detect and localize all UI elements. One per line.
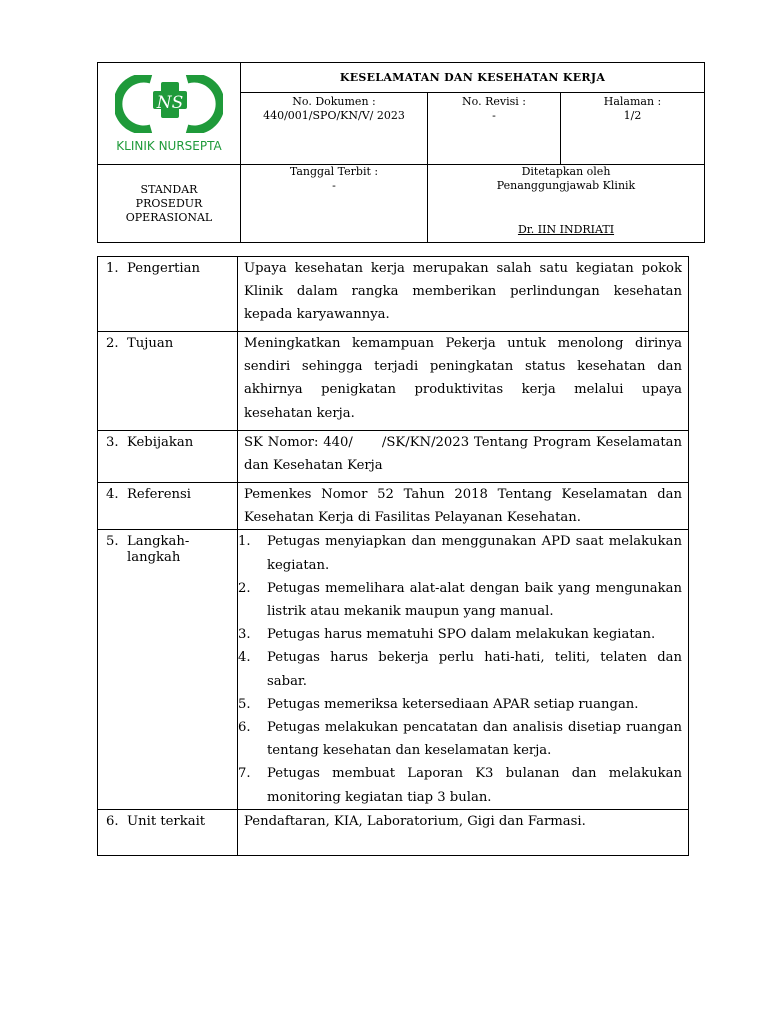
tanggal-terbit-label: Tanggal Terbit :	[289, 165, 379, 178]
document-title: KESELAMATAN DAN KESEHATAN KERJA	[241, 63, 705, 93]
step-item	[238, 716, 682, 762]
row-langkah	[98, 530, 689, 809]
step-number: 5.	[238, 696, 251, 712]
ditetapkan-line1: Ditetapkan oleh	[521, 165, 611, 178]
referensi-key: 4. Referensi	[98, 483, 238, 530]
row-pengertian	[98, 257, 689, 332]
step-text: Petugas memelihara alat-alat dengan baik yang mengunakan listrik atau mekanik maupun yang manual.	[267, 580, 682, 620]
kebijakan-label: Kebijakan	[127, 435, 194, 450]
langkah-key: 5. Langkah- langkah	[98, 530, 238, 809]
step-number: 1.	[238, 534, 251, 550]
pengertian-text: Upaya kesehatan kerja merupakan salah satu kegiatan pokok Klinik dalam rangka memberikan perlindungan kesehatan kepada karyawannya.	[238, 257, 689, 332]
step-item	[238, 646, 682, 692]
tanggal-terbit-value: -	[332, 179, 336, 192]
no-dokumen-cell	[241, 93, 428, 165]
halaman-value: 1/2	[623, 109, 642, 122]
doc-type-line1: STANDAR	[140, 182, 198, 196]
kebijakan-key: 3. Kebijakan	[98, 431, 238, 483]
referensi-text: Pemenkes Nomor 52 Tahun 2018 Tentang Keselamatan dan Kesehatan Kerja di Fasilitas Pelayanan Kesehatan.	[238, 483, 689, 530]
step-number: 7.	[238, 766, 251, 782]
no-dokumen-label: No. Dokumen :	[292, 95, 376, 108]
no-revisi-value: -	[492, 109, 496, 122]
langkah-label-line2: langkah	[127, 550, 181, 566]
unit-terkait-label: Unit terkait	[127, 813, 206, 829]
step-text: Petugas memeriksa ketersediaan APAR setiap ruangan.	[267, 696, 639, 712]
clinic-logo-icon	[115, 75, 223, 133]
referensi-label: Referensi	[127, 487, 192, 502]
pengertian-label: Pengertian	[127, 261, 201, 276]
signatory-name: Dr. IIN INDRIATI	[517, 223, 615, 236]
tujuan-key: 2. Tujuan	[98, 332, 238, 431]
step-number: 2.	[238, 580, 251, 596]
row-tujuan	[98, 332, 689, 431]
halaman-label: Halaman :	[603, 95, 662, 108]
doc-type-cell	[98, 165, 241, 243]
step-item	[238, 530, 682, 576]
step-text: Petugas menyiapkan dan menggunakan APD saat melakukan kegiatan.	[267, 534, 682, 573]
clinic-logo-cell	[98, 63, 241, 165]
doc-type-line2: PROSEDUR	[135, 196, 203, 210]
document-header	[97, 62, 704, 242]
procedure-table	[97, 256, 689, 856]
langkah-steps	[238, 530, 689, 809]
tujuan-label: Tujuan	[127, 336, 174, 351]
tanggal-terbit-cell	[241, 165, 428, 243]
row-unit-terkait	[98, 809, 689, 855]
ditetapkan-line2: Penanggungjawab Klinik	[496, 179, 636, 192]
step-number: 4.	[238, 650, 251, 666]
step-text: Petugas harus bekerja perlu hati-hati, teliti, telaten dan sabar.	[267, 650, 682, 689]
doc-type-line3: OPERASIONAL	[125, 210, 213, 224]
row-referensi	[98, 483, 689, 530]
step-text: Petugas melakukan pencatatan dan analisis disetiap ruangan tentang kesehatan dan keselamatan kerja.	[267, 720, 682, 759]
pengertian-key: 1. Pengertian	[98, 257, 238, 332]
step-text: Petugas harus mematuhi SPO dalam melakukan kegiatan.	[267, 627, 656, 643]
step-item	[238, 762, 682, 808]
tujuan-text: Meningkatkan kemampuan Pekerja untuk menolong dirinya sendiri sehingga terjadi peningkatan status kesehatan dan akhirnya penigkatan produktivitas kerja melalui upaya kesehatan kerja.	[238, 332, 689, 431]
no-revisi-label: No. Revisi :	[462, 95, 526, 108]
clinic-name: KLINIK NURSEPTA	[116, 138, 222, 153]
ditetapkan-cell	[428, 165, 705, 243]
step-number: 6.	[238, 720, 251, 736]
no-revisi-cell	[428, 93, 561, 165]
svg-text:NS: NS	[156, 92, 184, 113]
row-kebijakan	[98, 431, 689, 483]
step-item	[238, 693, 682, 716]
step-item	[238, 623, 682, 646]
halaman-cell	[561, 93, 705, 165]
step-item	[238, 577, 682, 623]
unit-terkait-key: 6. Unit terkait	[98, 809, 238, 855]
step-number: 3.	[238, 627, 251, 643]
kebijakan-text: SK Nomor: 440/ /SK/KN/2023 Tentang Program Keselamatan dan Kesehatan Kerja	[238, 431, 689, 483]
no-dokumen-value: 440/001/SPO/KN/V/ 2023	[263, 109, 405, 122]
step-text: Petugas membuat Laporan K3 bulanan dan melakukan monitoring kegiatan tiap 3 bulan.	[267, 766, 682, 805]
langkah-label-line1: Langkah-	[127, 534, 190, 550]
unit-terkait-text: Pendaftaran, KIA, Laboratorium, Gigi dan Farmasi.	[238, 809, 689, 855]
